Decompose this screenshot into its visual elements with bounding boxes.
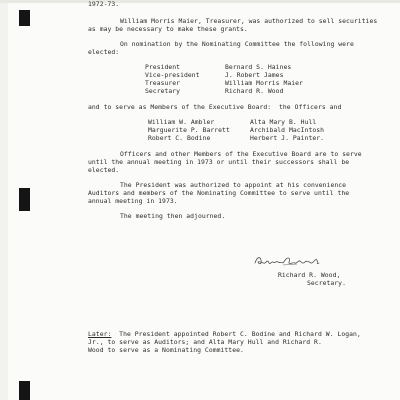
adjourned-line: The meeting then adjourned. (120, 212, 226, 220)
later-note-line (88, 330, 361, 338)
paragraph-line: until the annual meeting in 1973 or until their successors shall be (88, 158, 350, 166)
officer-name: William Morris Maier (225, 79, 303, 87)
page-edge-top (0, 0, 400, 3)
page-edge (0, 0, 8, 400)
signatory-title: Secretary. (307, 279, 346, 287)
officer-title: Vice-president (145, 71, 200, 79)
board-member: Alta Mary B. Hull (250, 118, 317, 126)
officer-name: Richard R. Wood (225, 87, 284, 95)
paragraph-line: Auditors and members of the Nominating Committee to serve until the (88, 189, 350, 197)
board-member: Robert C. Bodine (148, 134, 211, 142)
paragraph-line: annual meeting in 1973. (88, 197, 178, 205)
board-member: William W. Ambler (148, 118, 215, 126)
officer-name: Bernard S. Haines (225, 63, 292, 71)
top-fragment: 1972-73. (88, 0, 120, 8)
later-text: The President appointed Robert C. Bodine and Richard W. Logan, (111, 330, 361, 338)
later-note-line: Jr., to serve as Auditors; and Alta Mary Hull and Richard R. (88, 338, 322, 346)
paragraph-line: William Morris Maier, Treasurer, was authorized to sell securities (120, 17, 378, 25)
binding-mark (19, 381, 30, 400)
handwritten-signature (253, 252, 323, 268)
officer-title: President (145, 63, 181, 71)
paragraph-line: The President was authorized to appoint at his convenience (120, 181, 347, 189)
paragraph-line: elected: (88, 48, 120, 56)
later-note-line: Wood to serve as a Nominating Committee. (88, 346, 244, 354)
paragraph-line: On nomination by the Nominating Committee the following were (120, 40, 354, 48)
board-member: Archibald MacIntosh (250, 126, 325, 134)
officer-title: Treasurer (145, 79, 181, 87)
signatory-name: Richard R. Wood, (278, 271, 341, 279)
board-intro: and to serve as Members of the Executive Board: the Officers and (88, 103, 342, 111)
paragraph-line: as may be necessary to make these grants. (88, 25, 248, 33)
later-label: Later: (88, 330, 112, 338)
board-member: Herbert J. Painter. (250, 134, 325, 142)
paragraph-line: elected. (88, 166, 120, 174)
binding-mark (19, 188, 30, 211)
officer-name: J. Robert James (225, 71, 284, 79)
paragraph-line: Officers and other Members of the Executive Board are to serve (120, 150, 362, 158)
officer-title: Secretary (145, 87, 181, 95)
binding-mark (19, 10, 30, 26)
board-member: Marguerite P. Barrett (148, 126, 230, 134)
